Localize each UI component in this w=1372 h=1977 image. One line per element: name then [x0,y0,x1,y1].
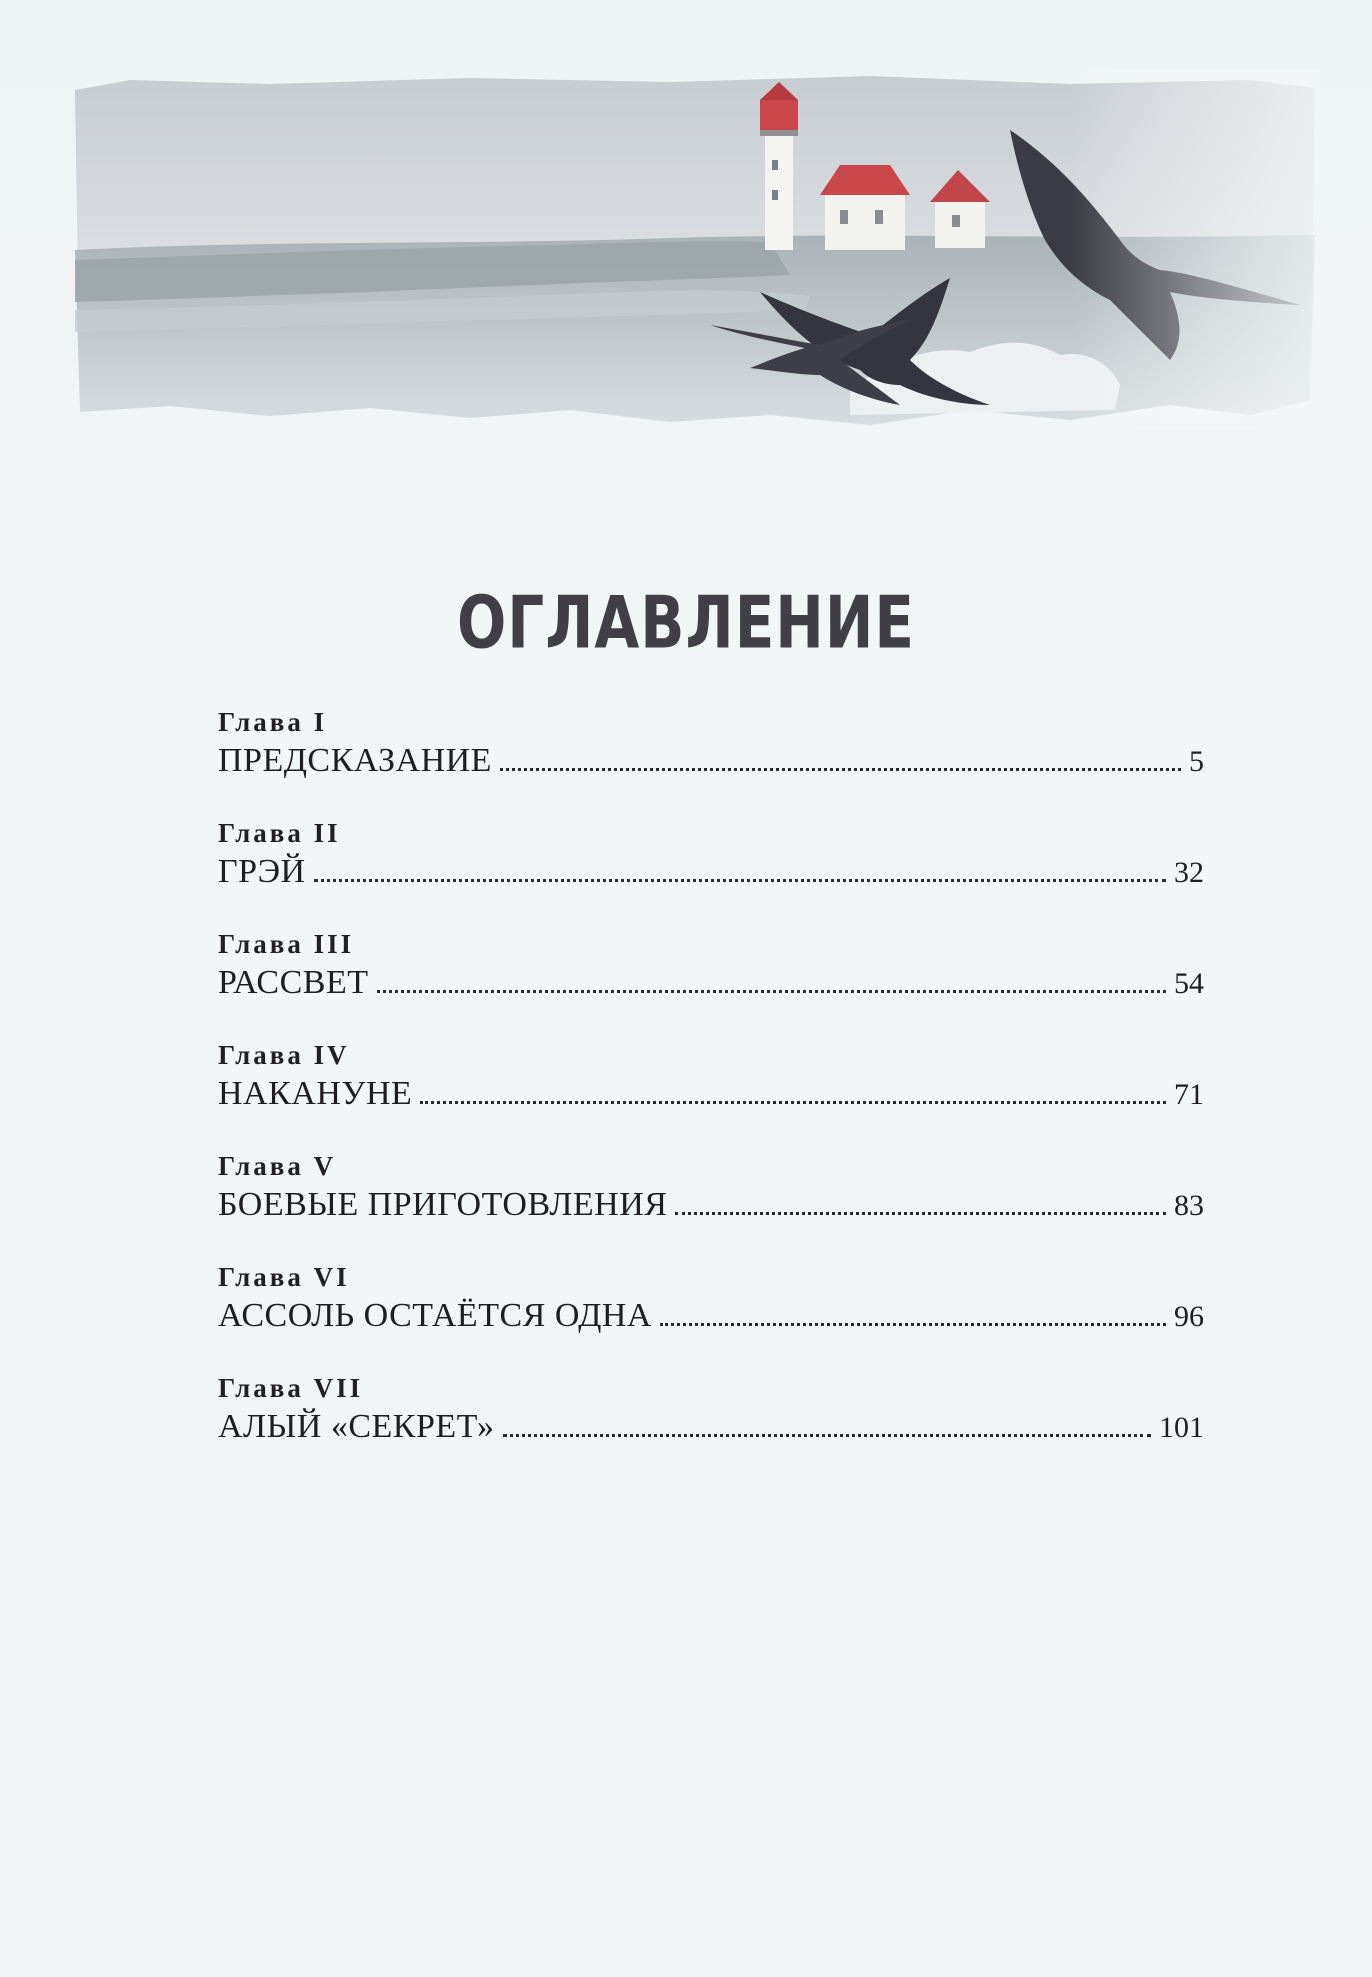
page-number: 5 [1189,745,1204,778]
chapter-title: РАССВЕТ [218,964,369,1001]
page-number: 32 [1174,856,1204,889]
chapter-label: Глава IV [218,1040,350,1070]
dot-leader [503,1433,1151,1437]
chapter-title: АЛЫЙ «СЕКРЕТ» [218,1408,495,1445]
chapter-title: ГРЭЙ [218,853,306,890]
chapter-row [218,961,1204,1006]
dot-leader [500,767,1181,771]
chapter-label: Глава VI [218,1262,350,1292]
toc-entry [218,927,1204,1006]
dot-leader [420,1100,1166,1104]
toc-entry [218,705,1204,784]
chapter-label: Глава II [218,818,341,848]
page-number: 83 [1174,1189,1204,1222]
chapter-label: Глава V [218,1151,337,1181]
dot-leader [660,1322,1166,1326]
chapter-title: АССОЛЬ ОСТАЁТСЯ ОДНА [218,1297,652,1334]
dot-leader [377,989,1167,993]
toc-entry [218,1038,1204,1117]
toc-entry [218,816,1204,895]
chapter-row [218,1294,1204,1339]
chapter-row [218,850,1204,895]
toc-title: ОГЛАВЛЕНИЕ [456,580,916,665]
chapter-row [218,1183,1204,1228]
table-of-contents [218,705,1204,1482]
toc-entry [218,1149,1204,1228]
chapter-row [218,739,1204,784]
chapter-title: БОЕВЫЕ ПРИГОТОВЛЕНИЯ [218,1186,668,1223]
chapter-title: ПРЕДСКАЗАНИЕ [218,742,492,779]
toc-entry [218,1260,1204,1339]
page-number: 96 [1174,1300,1204,1333]
chapter-label: Глава III [218,929,355,959]
chapter-label: Глава VII [218,1373,364,1403]
page-number: 101 [1159,1411,1204,1444]
dot-leader [314,878,1166,882]
header-illustration [70,70,1320,430]
chapter-row [218,1072,1204,1117]
page-number: 54 [1174,967,1204,1000]
chapter-label: Глава I [218,707,328,737]
toc-entry [218,1371,1204,1450]
dot-leader [675,1211,1166,1215]
page-number: 71 [1174,1078,1204,1111]
chapter-title: НАКАНУНЕ [218,1075,413,1112]
chapter-row [218,1405,1204,1450]
